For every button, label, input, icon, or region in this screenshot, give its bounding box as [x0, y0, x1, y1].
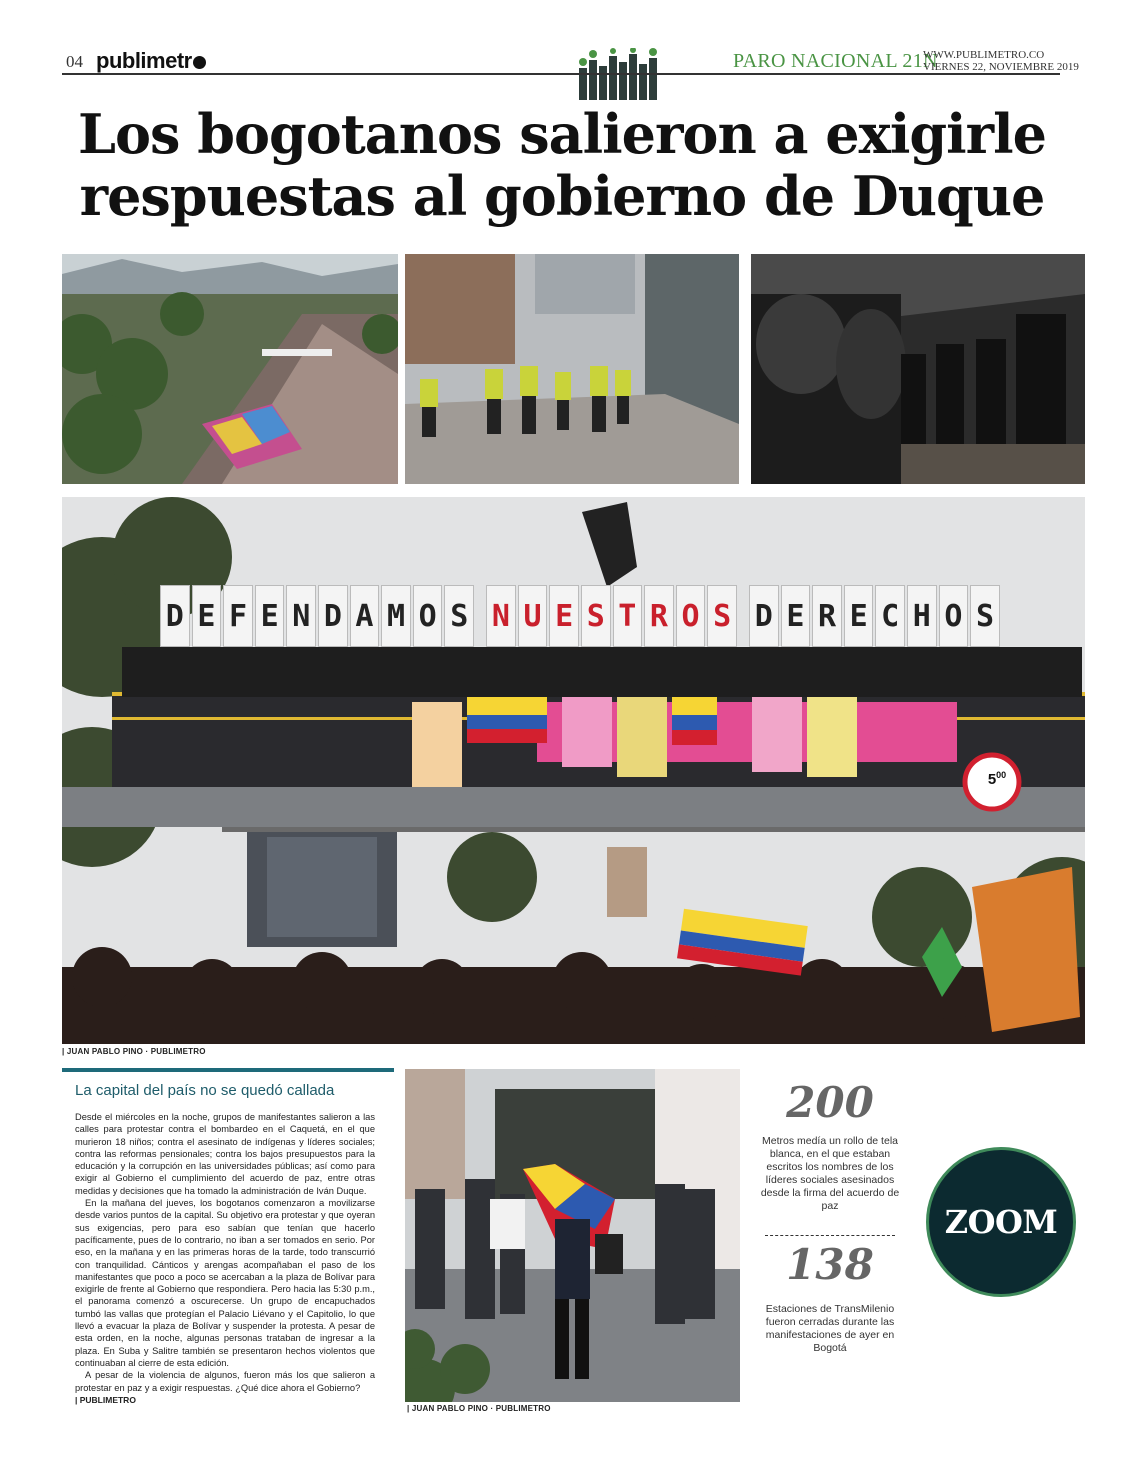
bottom-photo-credit: | JUAN PABLO PINO · PUBLIMETRO	[407, 1404, 551, 1413]
photo-bridge-banner	[62, 497, 1085, 1044]
headline-line-1: Los bogotanos salieron a exigirle	[78, 102, 1046, 166]
brand-text: publimetr	[96, 48, 192, 73]
sign-letter-card: C	[875, 585, 905, 647]
brand-logo	[96, 48, 206, 74]
sign-letter-card: N	[486, 585, 516, 647]
speed-limit-sign	[975, 770, 1019, 788]
article-paragraph-2: En la mañana del jueves, los bogotanos comenzaron a movilizarse desde varios puntos de la capital. Su objetivo era protestar y que oyeran sus exigencias, pero para eso sabían que tenían que hacerlo pacíficamente, pues de lo contrario, no iban a ser tomados en serio. Por eso, en la mañana y en las primeras horas de la tarde, todo transcurrió con tranquilidad. Cánticos y arengas acompañaban el paso de los manifestantes que poco a poco se acercaban a la plaza de Bolívar para exigirle de frente al Gobierno que respondiera. Pero hacia las 5:30 p.m., el panorama comenzó a oscurecerse. Un grupo de encapuchados tumbó las vallas que protegían el Palacio Liévano y el Capitolio, lo que llevó a evacuar la plaza de Bolívar y suspender la protesta. A pesar de esta orden, en la noche, algunas personas trataban de ingresar a la plaza. En Suba y Salitre también se presentaron hechos violentos que continuaban al cierre de esta edición.	[75, 1198, 375, 1368]
website-url: WWW.PUBLIMETRO.CO	[923, 49, 1045, 61]
sign-letter-card: T	[613, 585, 643, 647]
sign-letter-card: R	[812, 585, 842, 647]
section-title: PARO NACIONAL 21N	[733, 50, 938, 72]
speed-limit-superscript: 00	[996, 770, 1007, 780]
photo-woman-flag	[405, 1069, 740, 1402]
sign-letter-card: O	[413, 585, 443, 647]
sign-letter-card: E	[255, 585, 285, 647]
article-signature: | PUBLIMETRO	[75, 1394, 136, 1405]
main-photo-credit: | JUAN PABLO PINO · PUBLIMETRO	[62, 1047, 206, 1056]
article-title: La capital del país no se quedó callada	[75, 1082, 335, 1099]
article-body	[75, 1111, 375, 1406]
sign-letter-card: S	[581, 585, 611, 647]
sign-letter-card: O	[676, 585, 706, 647]
sign-letter-card: A	[350, 585, 380, 647]
stat-text-2: Estaciones de TransMilenio fueron cerradas durante las manifestaciones de ayer en Bogotá	[765, 1303, 895, 1354]
sign-letter-card: D	[749, 585, 779, 647]
stat-divider	[765, 1235, 895, 1236]
brand-globe-icon	[193, 56, 206, 69]
sign-letter-card: S	[970, 585, 1000, 647]
sign-letter-card: S	[444, 585, 474, 647]
sign-letter-card: E	[844, 585, 874, 647]
issue-date: VIERNES 22, NOVIEMBRE 2019	[923, 61, 1079, 73]
article-paragraph-1: Desde el miércoles en la noche, grupos de manifestantes salieron a las calles para protestar contra el bombardeo en el Caquetá, en el que murieron 18 niños; contra el asesinato de indígenas y líderes sociales; contra las reformas pensionales; contra los bajos presupuestos para la educación y la corrupción en las universidades públicas; así como para exigir al Gobierno el cumplimiento del acuerdo de paz, entre otras medidas y decisiones que ha tomado la administración de Iván Duque.	[75, 1112, 375, 1196]
sign-letter-card: E	[549, 585, 579, 647]
headline-line-2: respuestas al gobierno de Duque	[79, 164, 1045, 228]
sign-letter-card: N	[286, 585, 316, 647]
article-paragraph-3: A pesar de la violencia de algunos, fueron más los que salieron a protestar en paz y a exigir respuestas. ¿Qué dice ahora el Gobierno?	[75, 1370, 375, 1393]
sign-letter-card: D	[318, 585, 348, 647]
sign-letter-card: R	[644, 585, 674, 647]
zoom-label: ZOOM	[944, 1203, 1058, 1241]
sign-letter-card: H	[907, 585, 937, 647]
sign-letter-card: S	[707, 585, 737, 647]
sign-letter-card: E	[192, 585, 222, 647]
sign-letter-card: F	[223, 585, 253, 647]
stat-number-1: 200	[786, 1078, 874, 1127]
stat-number-2: 138	[786, 1240, 874, 1289]
photo-march-crowd	[62, 254, 398, 484]
banner-sign-letters	[160, 585, 1000, 647]
header-meta	[923, 49, 1079, 73]
photo-police-standoff	[751, 254, 1085, 484]
header-rule	[62, 73, 1060, 75]
page-number: 04	[66, 52, 83, 71]
zoom-badge	[926, 1147, 1076, 1297]
stat-text-1: Metros medía un rollo de tela blanca, en el que estaban escritos los nombres de los líderes sociales asesinados desde la firma del acuerdo de paz	[760, 1135, 900, 1212]
sign-letter-card: M	[381, 585, 411, 647]
headline	[62, 103, 1062, 227]
sign-letter-card: U	[518, 585, 548, 647]
speed-limit-digit: 5	[987, 771, 997, 788]
sign-letter-card: E	[781, 585, 811, 647]
article-rule	[62, 1068, 394, 1072]
sign-letter-card: D	[160, 585, 190, 647]
sign-letter-card: O	[939, 585, 969, 647]
photo-riot-police	[405, 254, 739, 484]
